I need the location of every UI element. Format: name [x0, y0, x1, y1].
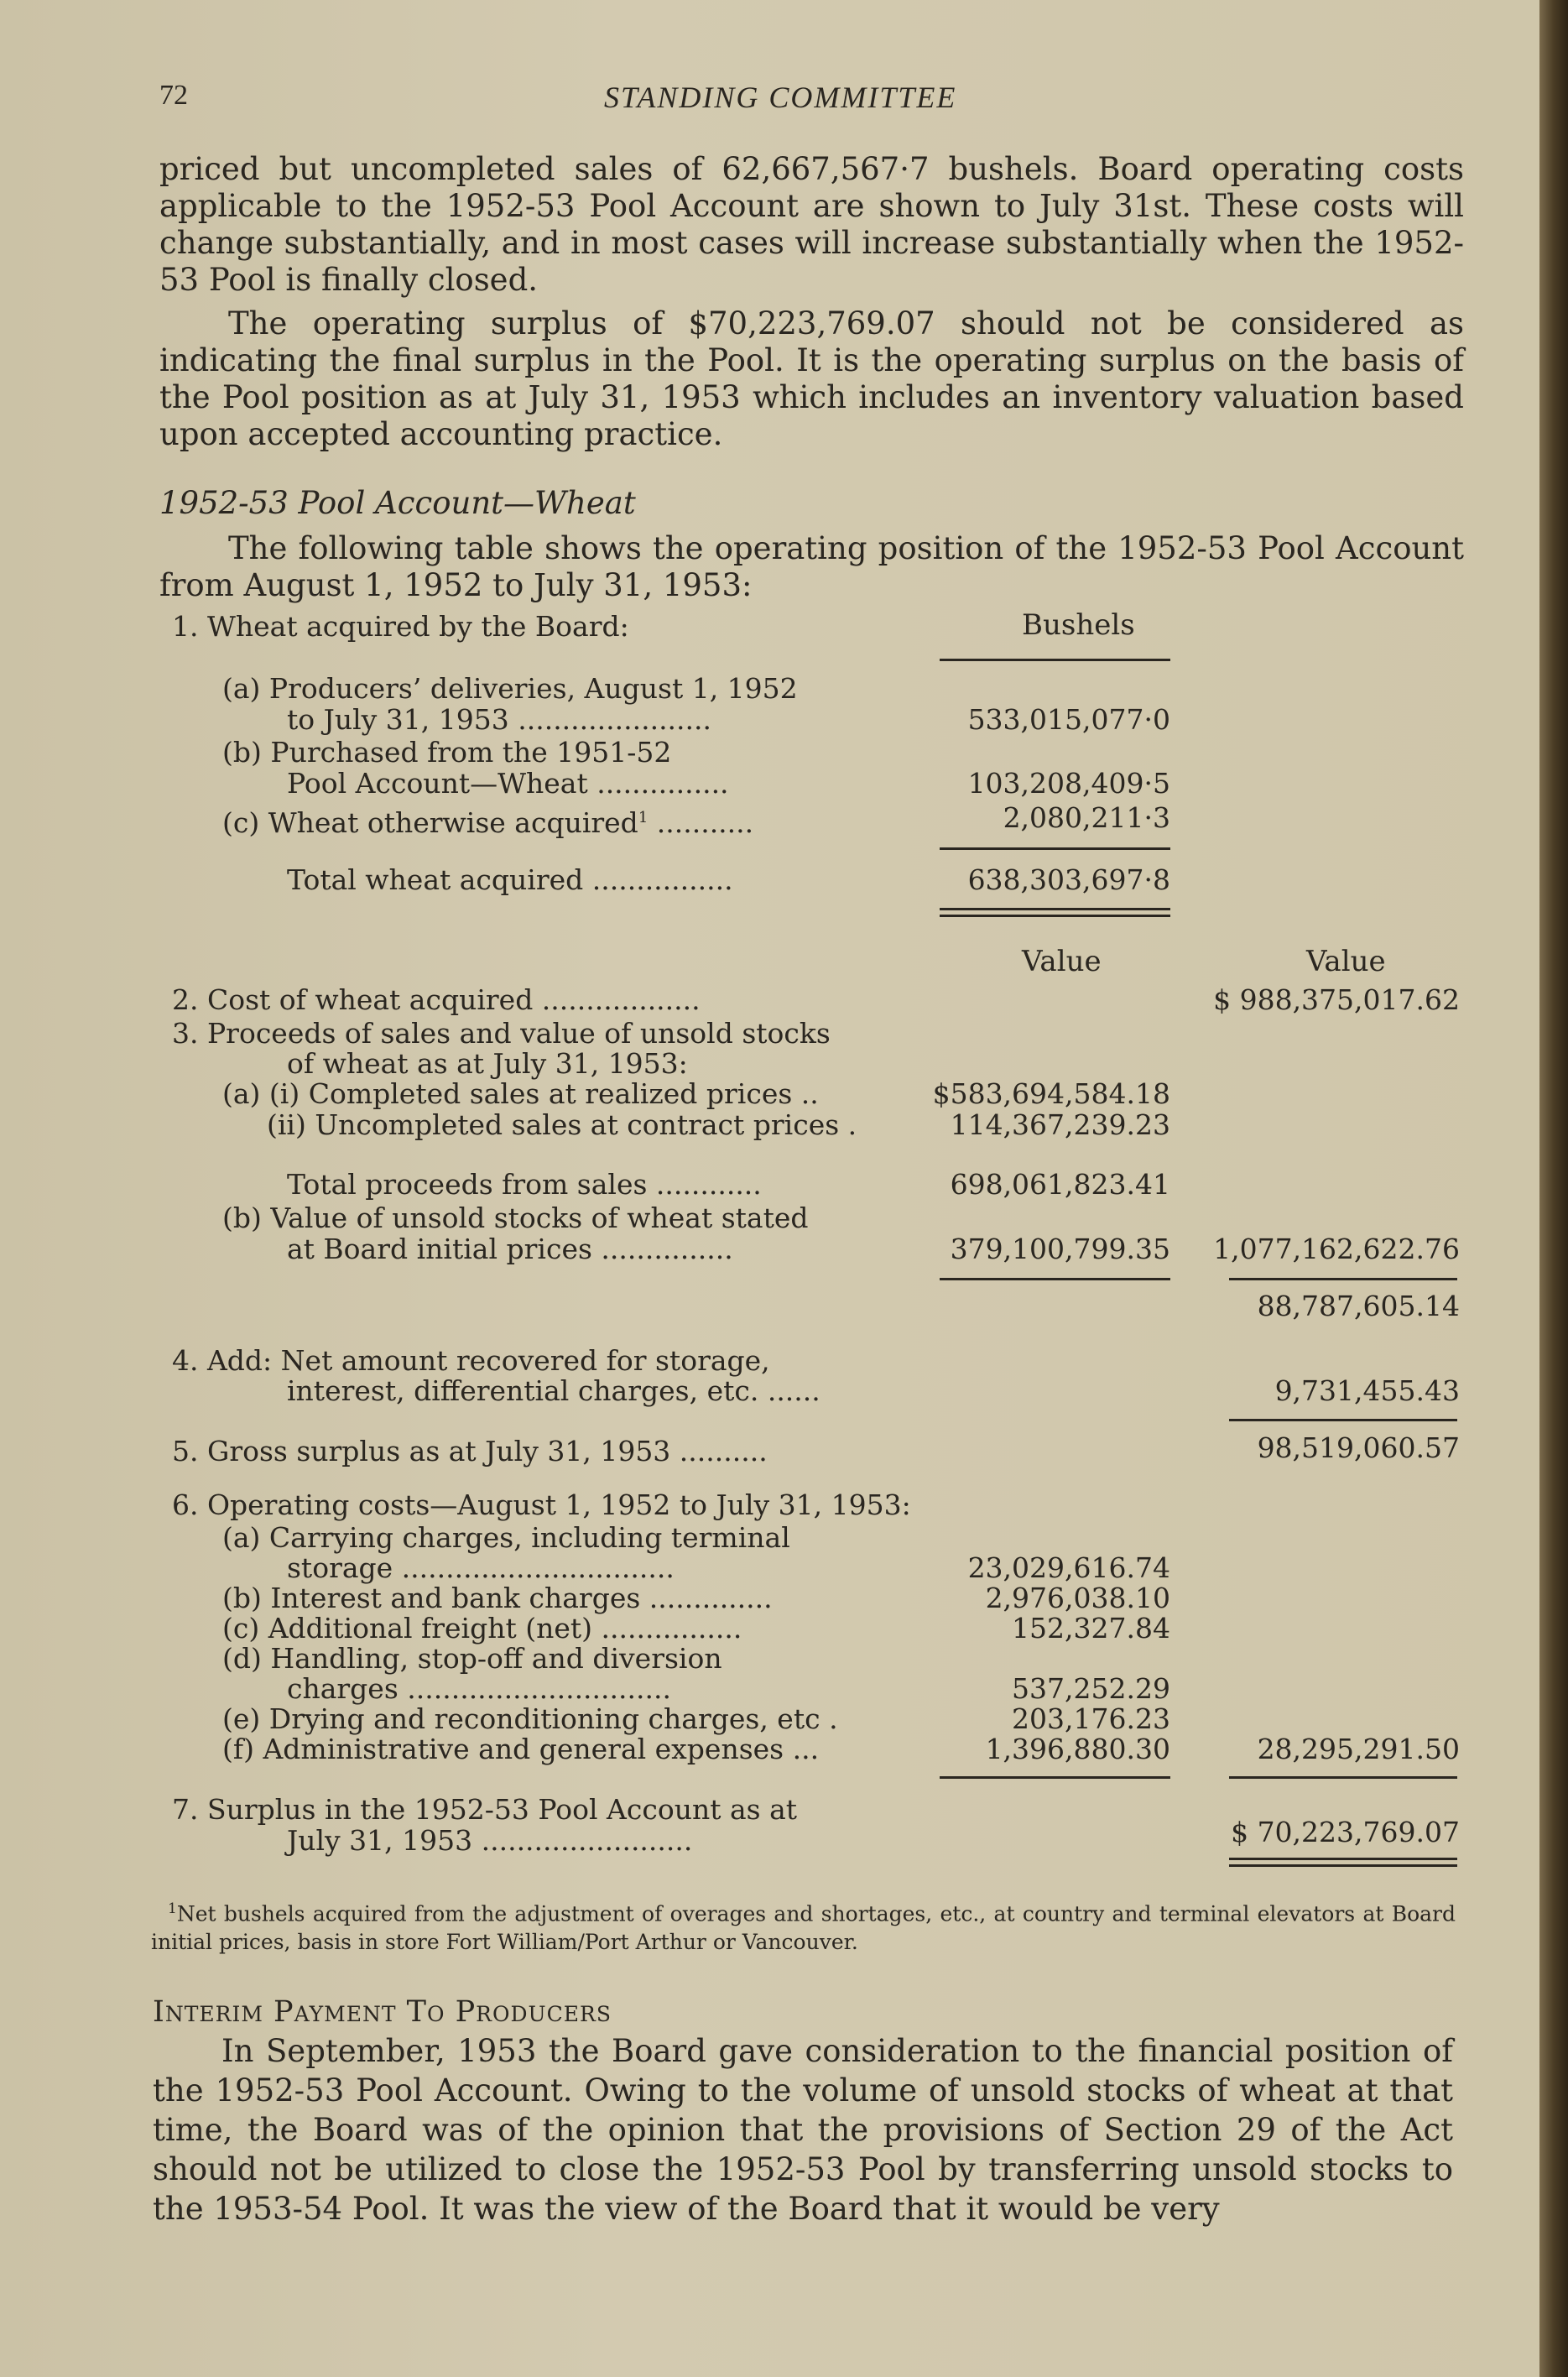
item-3-difference: 88,787,605.14: [1257, 1290, 1460, 1322]
item-3-difference-cell: [1175, 1290, 1460, 1323]
item-3b-value: 379,100,799.35: [950, 1233, 1170, 1265]
item-6b-value-cell: [839, 1582, 1170, 1615]
item-7-line1: 7. Surplus in the 1952-53 Pool Account as at: [172, 1793, 798, 1826]
item-5-label: 5. Gross surplus as at July 31, 1953 ..........: [172, 1435, 768, 1467]
item-1-total-label: Total wheat acquired ................: [287, 863, 733, 896]
item-3-line1: 3. Proceeds of sales and value of unsold stocks: [172, 1017, 831, 1050]
item-1-total-value-cell: [839, 863, 1170, 897]
item-4-line1: 4. Add: Net amount recovered for storage,: [172, 1344, 770, 1377]
item-6d-line1: (d) Handling, stop-off and diversion: [222, 1642, 722, 1675]
bushels-column-header: Bushels: [1022, 608, 1135, 642]
table-intro: [159, 530, 1464, 604]
item-3b-right-value: 1,077,162,622.76: [1213, 1233, 1460, 1265]
item-6e-value: 203,176.23: [1012, 1702, 1170, 1735]
item-4-line2: interest, differential charges, etc. ......: [287, 1374, 820, 1407]
intro-paragraph-2: The operating surplus of $70,223,769.07 should not be considered as indicating the final surplus in the Pool. It is the operating surplus on the basis of the Pool position as at July 31, 1953 which includes an inventory valuation based upon accepted accounting practice.: [159, 305, 1464, 452]
item-3b-line1: (b) Value of unsold stocks of wheat stated: [222, 1202, 809, 1234]
item-7-line2: July 31, 1953 ........................: [287, 1824, 693, 1857]
item-1b-value-cell: [839, 767, 1170, 800]
item-6d-value-cell: [839, 1672, 1170, 1706]
item-2-label: 2. Cost of wheat acquired ..................: [172, 983, 701, 1016]
item-1c-value: 2,080,211·3: [1003, 801, 1170, 834]
item-3a-i-value: $583,694,584.18: [932, 1077, 1170, 1110]
item-1b-value: 103,208,409·5: [967, 767, 1170, 800]
running-header: [0, 80, 1539, 122]
item-6a-line1: (a) Carrying charges, including terminal: [222, 1521, 790, 1554]
item-6-label: 6. Operating costs—August 1, 1952 to July 31, 1953:: [172, 1488, 911, 1521]
footnote-marker: 1: [168, 1900, 177, 1917]
running-title: STANDING COMMITTEE: [604, 81, 957, 114]
item-1c-row: [222, 801, 754, 839]
item-6b-value: 2,976,038.10: [985, 1582, 1170, 1614]
value-column-header-2: Value: [1306, 945, 1386, 978]
intro-text: [159, 151, 1464, 453]
item-6f-label: (f) Administrative and general expenses ...: [222, 1733, 820, 1765]
item-3b-line2: at Board initial prices ...............: [287, 1233, 733, 1265]
item-1-total-value: 638,303,697·8: [967, 863, 1170, 896]
item-3a-i-value-cell: [839, 1077, 1170, 1111]
item-3-line2: of wheat as at July 31, 1953:: [287, 1047, 688, 1080]
footnote-marker-ref: 1: [638, 809, 649, 826]
item-6c-label: (c) Additional freight (net) ................: [222, 1612, 742, 1645]
item-6f-value-cell: [839, 1733, 1170, 1766]
item-7-value-cell: [1175, 1816, 1460, 1849]
item-3a-i-label: (a) (i) Completed sales at realized prices ..: [222, 1077, 819, 1110]
item-1c-dots: ...........: [648, 806, 754, 839]
item-1c-value-cell: [839, 801, 1170, 835]
bushels-header-rule: [940, 659, 1170, 661]
footnote: [151, 1895, 1456, 1957]
item-3a-ii-value-cell: [839, 1108, 1170, 1142]
footnote-text: Net bushels acquired from the adjustment of overages and shortages, etc., at country and terminal elevators at Board initial prices, basis in store Fort William/Port Arthur or Vancouver.: [151, 1901, 1456, 1955]
item-3-total-value: 698,061,823.41: [950, 1168, 1170, 1201]
item-1-subtotal-rule: [940, 847, 1170, 850]
item-1b-line2: Pool Account—Wheat ...............: [287, 767, 729, 800]
section-heading: 1952-53 Pool Account—Wheat: [159, 485, 636, 521]
page-binding-edge: [1539, 0, 1568, 2377]
item-3b-value-cell: [839, 1233, 1170, 1266]
item-6c-value-cell: [839, 1612, 1170, 1645]
item-3a-ii-label: (ii) Uncompleted sales at contract prices .: [267, 1108, 857, 1141]
item-5-value: 98,519,060.57: [1257, 1431, 1460, 1464]
item-1a-line1: (a) Producers’ deliveries, August 1, 1952: [222, 672, 798, 705]
item-6-total-value: 28,295,291.50: [1257, 1733, 1460, 1765]
item-5-value-cell: [1175, 1431, 1460, 1465]
item-7-double-rule: [1229, 1858, 1457, 1867]
item-3b-right-value-cell: [1175, 1233, 1460, 1266]
item-6d-value: 537,252.29: [1012, 1672, 1170, 1705]
item-1b-line1: (b) Purchased from the 1951-52: [222, 736, 672, 769]
item-6d-line2: charges ..............................: [287, 1672, 671, 1705]
item-1a-line2: to July 31, 1953 ......................: [287, 703, 712, 736]
item-3-rule-mid: [940, 1278, 1170, 1280]
item-4-value-cell: [1175, 1374, 1460, 1408]
item-6-total-cell: [1175, 1733, 1460, 1766]
item-6b-label: (b) Interest and bank charges ..............: [222, 1582, 773, 1614]
item-3a-ii-value: 114,367,239.23: [950, 1108, 1170, 1141]
item-6e-value-cell: [839, 1702, 1170, 1736]
item-3-total-label: Total proceeds from sales ............: [287, 1168, 762, 1201]
item-6a-value-cell: [839, 1551, 1170, 1585]
item-6a-value: 23,029,616.74: [967, 1551, 1170, 1584]
item-1-label: 1. Wheat acquired by the Board:: [172, 610, 629, 643]
item-6e-label: (e) Drying and reconditioning charges, etc .: [222, 1702, 838, 1735]
intro-paragraph-1: priced but uncompleted sales of 62,667,567·7 bushels. Board operating costs applicable to the 1952-53 Pool Account are shown to July 31st. These costs will change substantially, and in most cases will increase substantially when the 1952-53 Pool is finally closed.: [159, 151, 1464, 298]
item-2-value-cell: [1175, 983, 1460, 1017]
item-3-rule-right: [1229, 1278, 1457, 1280]
item-6f-value: 1,396,880.30: [985, 1733, 1170, 1765]
item-1a-value: 533,015,077·0: [967, 703, 1170, 736]
item-6-rule-mid: [940, 1776, 1170, 1779]
item-1a-value-cell: [839, 703, 1170, 737]
item-4-value: 9,731,455.43: [1274, 1374, 1460, 1407]
table-intro-text: The following table shows the operating position of the 1952-53 Pool Account from August 1, 1952 to July 31, 1953:: [159, 530, 1464, 603]
item-2-value: $ 988,375,017.62: [1213, 983, 1460, 1016]
section-2-text: [153, 2031, 1453, 2228]
value-column-header: Value: [1022, 945, 1102, 978]
page-number: 72: [159, 80, 188, 111]
section-2-heading: Interim Payment To Producers: [153, 1995, 612, 2029]
item-4-rule: [1229, 1419, 1457, 1421]
item-1-total-double-rule: [940, 908, 1170, 917]
item-7-value: $ 70,223,769.07: [1231, 1816, 1460, 1848]
section-2-paragraph: In September, 1953 the Board gave consideration to the financial position of the 1952-53 Pool Account. Owing to the volume of unsold stocks of wheat at that time, the Board was of the opinion that the provisions of Section 29 of the Act should not be utilized to close the 1952-53 Pool by transferring unsold stocks to the 1953-54 Pool. It was the view of the Board that it would be very: [153, 2033, 1453, 2227]
item-6c-value: 152,327.84: [1012, 1612, 1170, 1645]
item-3-total-value-cell: [839, 1168, 1170, 1202]
item-6a-line2: storage ...............................: [287, 1551, 675, 1584]
item-1c-label: (c) Wheat otherwise acquired: [222, 806, 638, 839]
item-6-rule-right: [1229, 1776, 1457, 1779]
